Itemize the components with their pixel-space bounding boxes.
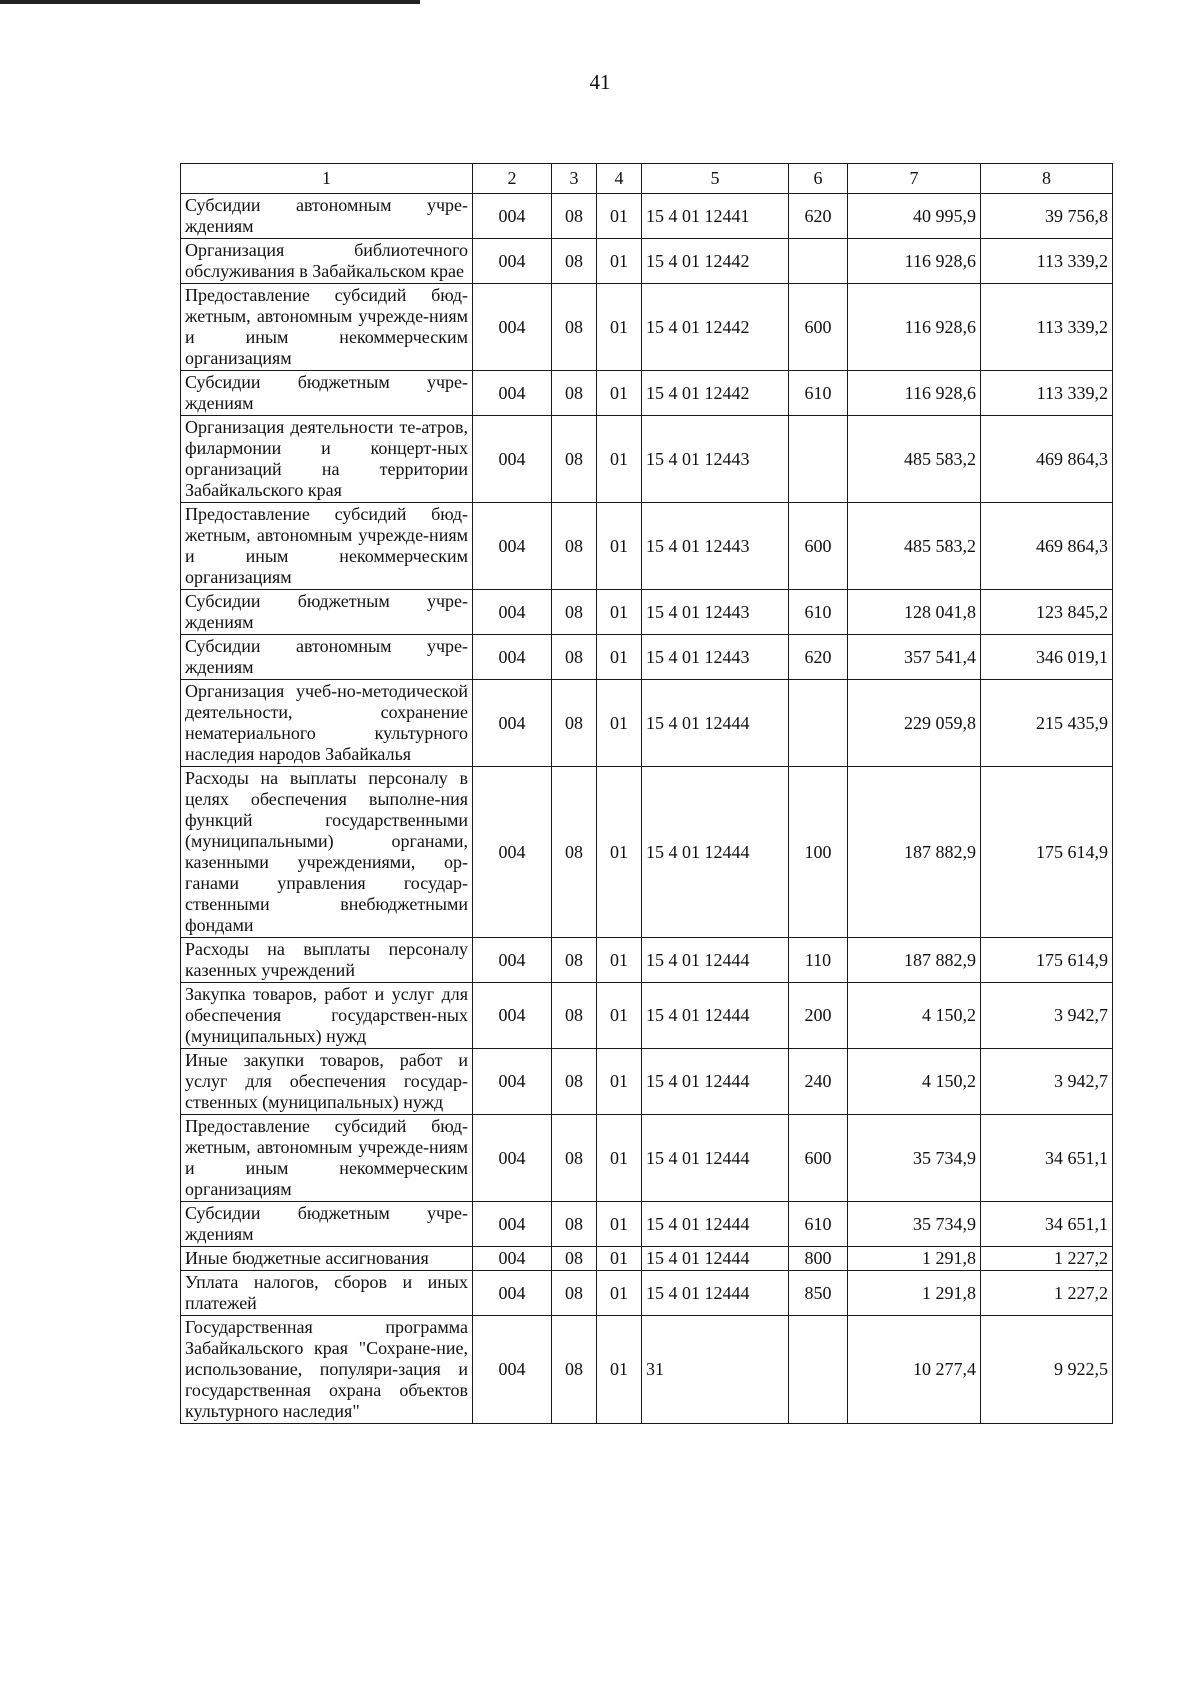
cell-code-3: 08 <box>552 1115 597 1202</box>
cell-expense-type: 610 <box>789 1202 848 1247</box>
cell-code-4: 01 <box>597 680 642 767</box>
cell-amount-8: 113 339,2 <box>981 284 1113 371</box>
top-rule <box>0 0 420 4</box>
row-name: Субсидии автономным учре-ждениям <box>181 194 473 239</box>
cell-code-3: 08 <box>552 938 597 983</box>
cell-code-4: 01 <box>597 590 642 635</box>
cell-code-4: 01 <box>597 194 642 239</box>
table-row <box>181 938 1113 983</box>
cell-amount-8: 469 864,3 <box>981 416 1113 503</box>
cell-code-4: 01 <box>597 938 642 983</box>
cell-code-3: 08 <box>552 767 597 938</box>
table-row <box>181 239 1113 284</box>
cell-expense-type: 600 <box>789 284 848 371</box>
cell-amount-7: 35 734,9 <box>848 1115 981 1202</box>
cell-amount-7: 116 928,6 <box>848 284 981 371</box>
page-number: 41 <box>589 70 611 94</box>
row-name: Предоставление субсидий бюд-жетным, автономным учрежде-ниям и иным некоммерческим организациям <box>181 284 473 371</box>
cell-code-3: 08 <box>552 1316 597 1424</box>
cell-amount-8: 175 614,9 <box>981 767 1113 938</box>
cell-target-code: 15 4 01 12444 <box>642 1049 789 1115</box>
cell-amount-7: 116 928,6 <box>848 239 981 284</box>
cell-expense-type: 620 <box>789 635 848 680</box>
cell-amount-8: 34 651,1 <box>981 1115 1113 1202</box>
header-row <box>181 164 1113 194</box>
cell-code-3: 08 <box>552 416 597 503</box>
cell-expense-type <box>789 239 848 284</box>
cell-target-code: 15 4 01 12444 <box>642 1115 789 1202</box>
cell-amount-8: 3 942,7 <box>981 983 1113 1049</box>
cell-code-4: 01 <box>597 239 642 284</box>
cell-amount-7: 4 150,2 <box>848 983 981 1049</box>
cell-target-code: 31 <box>642 1316 789 1424</box>
col-header-4: 4 <box>597 164 642 194</box>
cell-expense-type: 240 <box>789 1049 848 1115</box>
cell-amount-7: 4 150,2 <box>848 1049 981 1115</box>
cell-expense-type <box>789 416 848 503</box>
row-name: Иные бюджетные ассигнования <box>181 1247 473 1271</box>
cell-code-4: 01 <box>597 1115 642 1202</box>
cell-amount-7: 357 541,4 <box>848 635 981 680</box>
table-row <box>181 767 1113 938</box>
table-row <box>181 680 1113 767</box>
row-name: Организация деятельности те-атров, филармонии и концерт-ных организаций на территории Забайкальского края <box>181 416 473 503</box>
cell-code-4: 01 <box>597 635 642 680</box>
cell-code-3: 08 <box>552 371 597 416</box>
cell-amount-8: 39 756,8 <box>981 194 1113 239</box>
cell-target-code: 15 4 01 12444 <box>642 938 789 983</box>
cell-amount-8: 346 019,1 <box>981 635 1113 680</box>
cell-code-2: 004 <box>473 194 552 239</box>
cell-amount-7: 116 928,6 <box>848 371 981 416</box>
cell-code-2: 004 <box>473 1115 552 1202</box>
table-row <box>181 284 1113 371</box>
cell-code-2: 004 <box>473 1271 552 1316</box>
row-name: Закупка товаров, работ и услуг для обеспечения государствен-ных (муниципальных) нужд <box>181 983 473 1049</box>
cell-code-4: 01 <box>597 284 642 371</box>
cell-amount-8: 1 227,2 <box>981 1271 1113 1316</box>
cell-expense-type: 110 <box>789 938 848 983</box>
cell-expense-type: 850 <box>789 1271 848 1316</box>
row-name: Расходы на выплаты персоналу казенных учреждений <box>181 938 473 983</box>
cell-code-4: 01 <box>597 1202 642 1247</box>
cell-code-2: 004 <box>473 416 552 503</box>
row-name: Иные закупки товаров, работ и услуг для обеспечения государ-ственных (муниципальных) нужд <box>181 1049 473 1115</box>
cell-code-3: 08 <box>552 1247 597 1271</box>
cell-expense-type <box>789 680 848 767</box>
table-row <box>181 1316 1113 1424</box>
row-name: Уплата налогов, сборов и иных платежей <box>181 1271 473 1316</box>
cell-code-2: 004 <box>473 635 552 680</box>
cell-code-3: 08 <box>552 983 597 1049</box>
cell-amount-7: 40 995,9 <box>848 194 981 239</box>
cell-amount-7: 128 041,8 <box>848 590 981 635</box>
col-header-6: 6 <box>789 164 848 194</box>
cell-expense-type: 610 <box>789 590 848 635</box>
cell-expense-type: 800 <box>789 1247 848 1271</box>
row-name: Государственная программа Забайкальского края "Сохране-ние, использование, популяри-зация и государственная охрана объектов культурного наследия" <box>181 1316 473 1424</box>
cell-amount-8: 215 435,9 <box>981 680 1113 767</box>
cell-code-2: 004 <box>473 239 552 284</box>
cell-code-3: 08 <box>552 284 597 371</box>
table-row <box>181 1049 1113 1115</box>
cell-amount-7: 35 734,9 <box>848 1202 981 1247</box>
cell-code-4: 01 <box>597 371 642 416</box>
cell-amount-7: 10 277,4 <box>848 1316 981 1424</box>
budget-table <box>180 163 1113 1424</box>
cell-target-code: 15 4 01 12442 <box>642 284 789 371</box>
cell-code-3: 08 <box>552 194 597 239</box>
table-row <box>181 503 1113 590</box>
col-header-7: 7 <box>848 164 981 194</box>
cell-code-2: 004 <box>473 983 552 1049</box>
col-header-8: 8 <box>981 164 1113 194</box>
cell-target-code: 15 4 01 12442 <box>642 239 789 284</box>
cell-target-code: 15 4 01 12444 <box>642 1247 789 1271</box>
row-name: Организация библиотечного обслуживания в Забайкальском крае <box>181 239 473 284</box>
cell-expense-type: 600 <box>789 1115 848 1202</box>
cell-target-code: 15 4 01 12443 <box>642 635 789 680</box>
cell-target-code: 15 4 01 12441 <box>642 194 789 239</box>
cell-code-3: 08 <box>552 239 597 284</box>
table-row <box>181 1247 1113 1271</box>
cell-target-code: 15 4 01 12444 <box>642 1202 789 1247</box>
table-row <box>181 194 1113 239</box>
cell-code-3: 08 <box>552 1271 597 1316</box>
cell-amount-7: 1 291,8 <box>848 1271 981 1316</box>
cell-target-code: 15 4 01 12444 <box>642 680 789 767</box>
cell-code-2: 004 <box>473 680 552 767</box>
row-name: Субсидии бюджетным учре-ждениям <box>181 1202 473 1247</box>
cell-code-3: 08 <box>552 1202 597 1247</box>
cell-code-4: 01 <box>597 1049 642 1115</box>
cell-target-code: 15 4 01 12443 <box>642 503 789 590</box>
table-row <box>181 983 1113 1049</box>
cell-code-2: 004 <box>473 1247 552 1271</box>
cell-expense-type: 620 <box>789 194 848 239</box>
cell-target-code: 15 4 01 12444 <box>642 767 789 938</box>
cell-amount-8: 1 227,2 <box>981 1247 1113 1271</box>
cell-code-3: 08 <box>552 635 597 680</box>
table-row <box>181 635 1113 680</box>
cell-amount-8: 123 845,2 <box>981 590 1113 635</box>
cell-expense-type <box>789 1316 848 1424</box>
table-row <box>181 371 1113 416</box>
table-row <box>181 590 1113 635</box>
row-name: Предоставление субсидий бюд-жетным, автономным учрежде-ниям и иным некоммерческим организациям <box>181 1115 473 1202</box>
cell-amount-8: 3 942,7 <box>981 1049 1113 1115</box>
cell-target-code: 15 4 01 12442 <box>642 371 789 416</box>
cell-code-3: 08 <box>552 1049 597 1115</box>
cell-code-2: 004 <box>473 590 552 635</box>
table-row <box>181 1115 1113 1202</box>
row-name: Организация учеб-но-методической деятельности, сохранение нематериального культурного наследия народов Забайкалья <box>181 680 473 767</box>
cell-amount-7: 187 882,9 <box>848 938 981 983</box>
cell-amount-8: 113 339,2 <box>981 371 1113 416</box>
row-name: Субсидии бюджетным учре-ждениям <box>181 590 473 635</box>
cell-expense-type: 610 <box>789 371 848 416</box>
cell-amount-7: 187 882,9 <box>848 767 981 938</box>
cell-amount-8: 34 651,1 <box>981 1202 1113 1247</box>
table-row <box>181 1271 1113 1316</box>
row-name: Предоставление субсидий бюд-жетным, автономным учрежде-ниям и иным некоммерческим организациям <box>181 503 473 590</box>
cell-amount-7: 1 291,8 <box>848 1247 981 1271</box>
cell-code-2: 004 <box>473 371 552 416</box>
cell-code-4: 01 <box>597 1271 642 1316</box>
cell-amount-7: 485 583,2 <box>848 503 981 590</box>
cell-code-3: 08 <box>552 680 597 767</box>
cell-code-4: 01 <box>597 1316 642 1424</box>
cell-expense-type: 100 <box>789 767 848 938</box>
cell-expense-type: 600 <box>789 503 848 590</box>
col-header-2: 2 <box>473 164 552 194</box>
cell-target-code: 15 4 01 12444 <box>642 1271 789 1316</box>
cell-expense-type: 200 <box>789 983 848 1049</box>
col-header-5: 5 <box>642 164 789 194</box>
table-row <box>181 416 1113 503</box>
cell-target-code: 15 4 01 12444 <box>642 983 789 1049</box>
cell-amount-8: 113 339,2 <box>981 239 1113 284</box>
cell-code-4: 01 <box>597 416 642 503</box>
cell-code-4: 01 <box>597 767 642 938</box>
cell-target-code: 15 4 01 12443 <box>642 590 789 635</box>
col-header-1: 1 <box>181 164 473 194</box>
row-name: Субсидии автономным учре-ждениям <box>181 635 473 680</box>
col-header-3: 3 <box>552 164 597 194</box>
cell-code-4: 01 <box>597 503 642 590</box>
cell-code-2: 004 <box>473 1316 552 1424</box>
table-row <box>181 1202 1113 1247</box>
cell-code-3: 08 <box>552 590 597 635</box>
row-name: Субсидии бюджетным учре-ждениям <box>181 371 473 416</box>
cell-code-2: 004 <box>473 1202 552 1247</box>
cell-amount-8: 469 864,3 <box>981 503 1113 590</box>
cell-code-4: 01 <box>597 983 642 1049</box>
cell-amount-7: 229 059,8 <box>848 680 981 767</box>
cell-amount-8: 9 922,5 <box>981 1316 1113 1424</box>
cell-code-2: 004 <box>473 938 552 983</box>
cell-amount-8: 175 614,9 <box>981 938 1113 983</box>
cell-code-2: 004 <box>473 284 552 371</box>
cell-target-code: 15 4 01 12443 <box>642 416 789 503</box>
cell-code-2: 004 <box>473 503 552 590</box>
cell-code-4: 01 <box>597 1247 642 1271</box>
row-name: Расходы на выплаты персоналу в целях обеспечения выполне-ния функций государственными (муниципальными) органами, казенными учреждениями, ор-ганами управления государ-ственными внебюджетными фондами <box>181 767 473 938</box>
cell-amount-7: 485 583,2 <box>848 416 981 503</box>
cell-code-3: 08 <box>552 503 597 590</box>
cell-code-2: 004 <box>473 767 552 938</box>
cell-code-2: 004 <box>473 1049 552 1115</box>
